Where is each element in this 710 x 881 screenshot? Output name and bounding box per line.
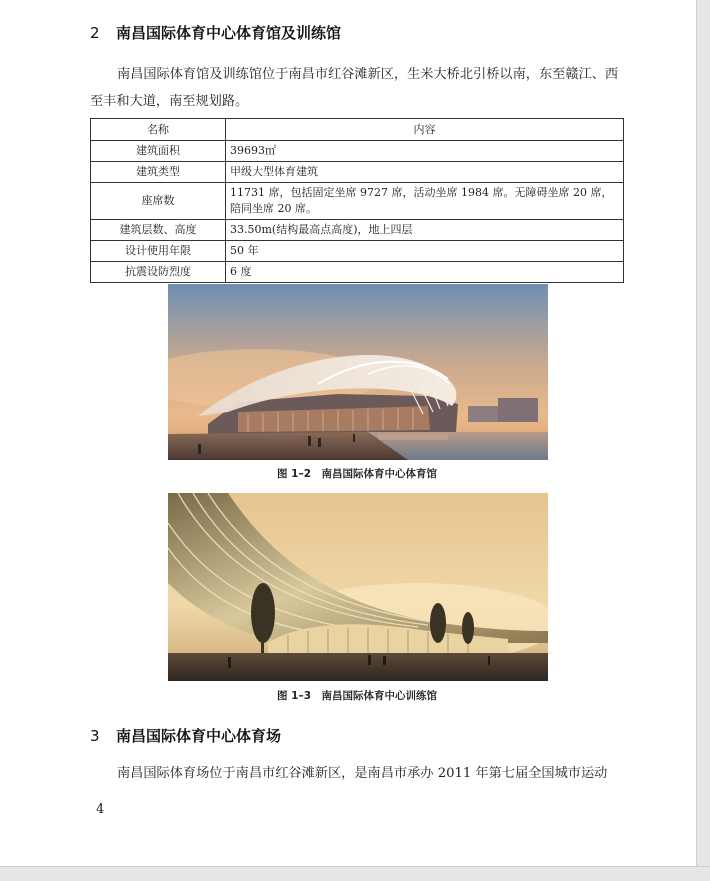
- page-edge-bottom: [0, 866, 710, 881]
- figure-caption-1-2: 图 1–2 南昌国际体育中心体育馆: [276, 468, 438, 480]
- figure-caption-1-3: 图 1–3 南昌国际体育中心训练馆: [276, 690, 438, 702]
- section-3-number: 3: [90, 727, 100, 745]
- table-row: [91, 220, 624, 241]
- table-cell-value: 甲级大型体育建筑: [226, 162, 624, 183]
- section-2-paragraph: 南昌国际体育馆及训练馆位于南昌市红谷滩新区，生米大桥北引桥以南，东至赣江、西至丰和大道，南至规划路。: [90, 67, 619, 109]
- table-cell-label: 建筑类型: [91, 162, 226, 183]
- table-row: [91, 141, 624, 162]
- table-cell-label: 座席数: [91, 183, 226, 220]
- table-cell-label: 建筑面积: [91, 141, 226, 162]
- table-cell-value: 6 度: [226, 262, 624, 283]
- page-edge-right: [696, 0, 710, 880]
- table-cell-label: 抗震设防烈度: [91, 262, 226, 283]
- table-row: [91, 262, 624, 283]
- table-header-row: [91, 119, 624, 141]
- section-2-title: 南昌国际体育中心体育馆及训练馆: [116, 24, 342, 42]
- table-row: [91, 183, 624, 220]
- table-cell-label: 设计使用年限: [91, 241, 226, 262]
- section-2-heading: [90, 22, 341, 43]
- table-row: [91, 162, 624, 183]
- table-cell-value: 39693㎡: [226, 141, 624, 162]
- section-3-title: 南昌国际体育中心体育场: [116, 727, 282, 745]
- figure-training-hall-image: [168, 493, 548, 681]
- building-info-table: [90, 118, 624, 283]
- figure-gymnasium-image: [168, 284, 548, 460]
- table-cell-value: 33.50m(结构最高点高度)，地上四层: [226, 220, 624, 241]
- page-number: 4: [96, 802, 105, 817]
- table-row: [91, 241, 624, 262]
- table-header-name: 名称: [91, 119, 226, 141]
- table-cell-label: 建筑层数、高度: [91, 220, 226, 241]
- table-cell-value: 50 年: [226, 241, 624, 262]
- table-cell-value: 11731 席，包括固定坐席 9727 席，活动坐席 1984 席。无障碍坐席 20 席，陪同坐席 20 席。: [226, 183, 624, 220]
- section-3-heading: [90, 725, 281, 746]
- table-header-content: 内容: [226, 119, 624, 141]
- section-2-number: 2: [90, 24, 100, 42]
- section-3-paragraph: 南昌国际体育场位于南昌市红谷滩新区，是南昌市承办 2011 年第七届全国城市运动: [117, 766, 608, 781]
